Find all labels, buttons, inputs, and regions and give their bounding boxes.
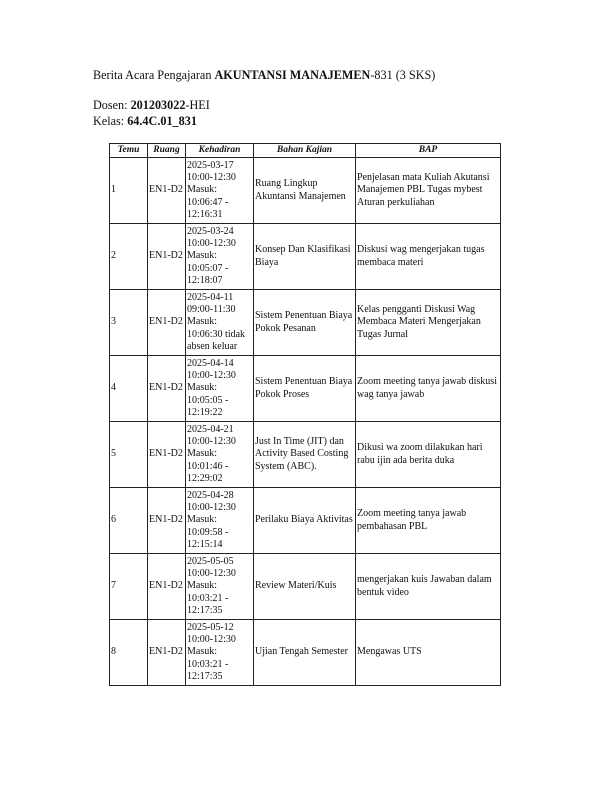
cell-ruang: EN1-D2: [148, 290, 186, 356]
cell-kehadiran: [186, 356, 254, 422]
class-label: Kelas:: [93, 114, 125, 128]
kehadiran-date: 2025-04-21: [187, 423, 234, 435]
cell-kehadiran: [186, 554, 254, 620]
cell-ruang: EN1-D2: [148, 224, 186, 290]
document-title: [93, 68, 435, 83]
course-name: AKUNTANSI MANAJEMEN: [214, 68, 371, 82]
lecturer-line: [93, 98, 210, 113]
cell-ruang: EN1-D2: [148, 620, 186, 686]
kehadiran-time: 10:03:21 - 12:17:35: [187, 658, 229, 682]
table-header-row: [110, 144, 501, 158]
attendance-table: [109, 143, 501, 686]
cell-bap: Diskusi wag mengerjakan tugas membaca materi: [356, 224, 501, 290]
header-ruang: Ruang: [148, 144, 186, 158]
cell-kehadiran: [186, 422, 254, 488]
header-bap: BAP: [356, 144, 501, 158]
table-row: [110, 620, 501, 686]
kehadiran-masuk-label: Masuk:: [187, 646, 217, 658]
cell-bahan-kajian: Perilaku Biaya Aktivitas: [254, 488, 356, 554]
cell-kehadiran: [186, 488, 254, 554]
kehadiran-schedule: 09:00-11:30: [187, 304, 236, 316]
cell-ruang: EN1-D2: [148, 554, 186, 620]
kehadiran-masuk-label: Masuk:: [187, 514, 217, 526]
kehadiran-time: 10:05:07 - 12:18:07: [187, 262, 229, 286]
header-kehadiran: Kehadiran: [186, 144, 254, 158]
table-row: [110, 488, 501, 554]
cell-bahan-kajian: Ujian Tengah Semester: [254, 620, 356, 686]
cell-bahan-kajian: Ruang Lingkup Akuntansi Manajemen: [254, 158, 356, 224]
lecturer-label: Dosen:: [93, 98, 128, 112]
lecturer-code: 201203022: [130, 98, 186, 112]
header-bahan-kajian: Bahan Kajian: [254, 144, 356, 158]
kehadiran-date: 2025-05-05: [187, 555, 234, 567]
cell-temu: 8: [110, 620, 148, 686]
kehadiran-time: 10:09:58 - 12:15:14: [187, 526, 229, 550]
kehadiran-schedule: 10:00-12:30: [187, 634, 236, 646]
class-line: [93, 114, 197, 129]
kehadiran-date: 2025-03-17: [187, 159, 234, 171]
kehadiran-schedule: 10:00-12:30: [187, 172, 236, 184]
cell-ruang: EN1-D2: [148, 356, 186, 422]
table-row: [110, 290, 501, 356]
class-code: 64.4C.01_831: [127, 114, 197, 128]
table-row: [110, 554, 501, 620]
cell-bahan-kajian: Just In Time (JIT) dan Activity Based Costing System (ABC).: [254, 422, 356, 488]
kehadiran-schedule: 10:00-12:30: [187, 436, 236, 448]
kehadiran-date: 2025-05-12: [187, 621, 234, 633]
kehadiran-time: 10:06:47 - 12:16:31: [187, 196, 229, 220]
cell-bahan-kajian: Konsep Dan Klasifikasi Biaya: [254, 224, 356, 290]
kehadiran-schedule: 10:00-12:30: [187, 568, 236, 580]
cell-bap: Penjelasan mata Kuliah Akutansi Manajemen PBL Tugas mybest Aturan perkuliahan: [356, 158, 501, 224]
cell-temu: 7: [110, 554, 148, 620]
table-row: [110, 422, 501, 488]
kehadiran-masuk-label: Masuk:: [187, 250, 217, 262]
course-code: -831 (3 SKS): [370, 68, 436, 82]
kehadiran-time: 10:01:46 - 12:29:02: [187, 460, 229, 484]
kehadiran-schedule: 10:00-12:30: [187, 502, 236, 514]
kehadiran-masuk-label: Masuk:: [187, 316, 217, 328]
cell-temu: 6: [110, 488, 148, 554]
cell-ruang: EN1-D2: [148, 158, 186, 224]
lecturer-suffix: -HEI: [185, 98, 210, 112]
cell-bap: Mengawas UTS: [356, 620, 501, 686]
cell-bahan-kajian: Sistem Penentuan Biaya Pokok Pesanan: [254, 290, 356, 356]
kehadiran-masuk-label: Masuk:: [187, 580, 217, 592]
cell-ruang: EN1-D2: [148, 488, 186, 554]
kehadiran-schedule: 10:00-12:30: [187, 238, 236, 250]
cell-bap: Dikusi wa zoom dilakukan hari rabu ijin ada berita duka: [356, 422, 501, 488]
cell-kehadiran: [186, 158, 254, 224]
cell-bahan-kajian: Sistem Penentuan Biaya Pokok Proses: [254, 356, 356, 422]
cell-bap: Zoom meeting tanya jawab pembahasan PBL: [356, 488, 501, 554]
cell-temu: 1: [110, 158, 148, 224]
kehadiran-date: 2025-04-28: [187, 489, 234, 501]
kehadiran-time: 10:05:05 - 12:19:22: [187, 394, 229, 418]
kehadiran-date: 2025-03-24: [187, 225, 234, 237]
kehadiran-date: 2025-04-11: [187, 291, 234, 303]
cell-kehadiran: [186, 620, 254, 686]
cell-temu: 3: [110, 290, 148, 356]
cell-bap: mengerjakan kuis Jawaban dalam bentuk video: [356, 554, 501, 620]
kehadiran-masuk-label: Masuk:: [187, 184, 217, 196]
table-row: [110, 224, 501, 290]
cell-ruang: EN1-D2: [148, 422, 186, 488]
cell-temu: 5: [110, 422, 148, 488]
header-temu: Temu: [110, 144, 148, 158]
cell-temu: 4: [110, 356, 148, 422]
kehadiran-time: 10:06:30 tidak absen keluar: [187, 328, 246, 352]
cell-kehadiran: [186, 290, 254, 356]
cell-temu: 2: [110, 224, 148, 290]
cell-bap: Zoom meeting tanya jawab diskusi wag tanya jawab: [356, 356, 501, 422]
kehadiran-schedule: 10:00-12:30: [187, 370, 236, 382]
table-row: [110, 356, 501, 422]
kehadiran-date: 2025-04-14: [187, 357, 234, 369]
kehadiran-masuk-label: Masuk:: [187, 448, 217, 460]
cell-bahan-kajian: Review Materi/Kuis: [254, 554, 356, 620]
title-prefix: Berita Acara Pengajaran: [93, 68, 212, 82]
cell-kehadiran: [186, 224, 254, 290]
kehadiran-time: 10:03:21 - 12:17:35: [187, 592, 229, 616]
table-row: [110, 158, 501, 224]
cell-bap: Kelas pengganti Diskusi Wag Membaca Materi Mengerjakan Tugas Jurnal: [356, 290, 501, 356]
kehadiran-masuk-label: Masuk:: [187, 382, 217, 394]
